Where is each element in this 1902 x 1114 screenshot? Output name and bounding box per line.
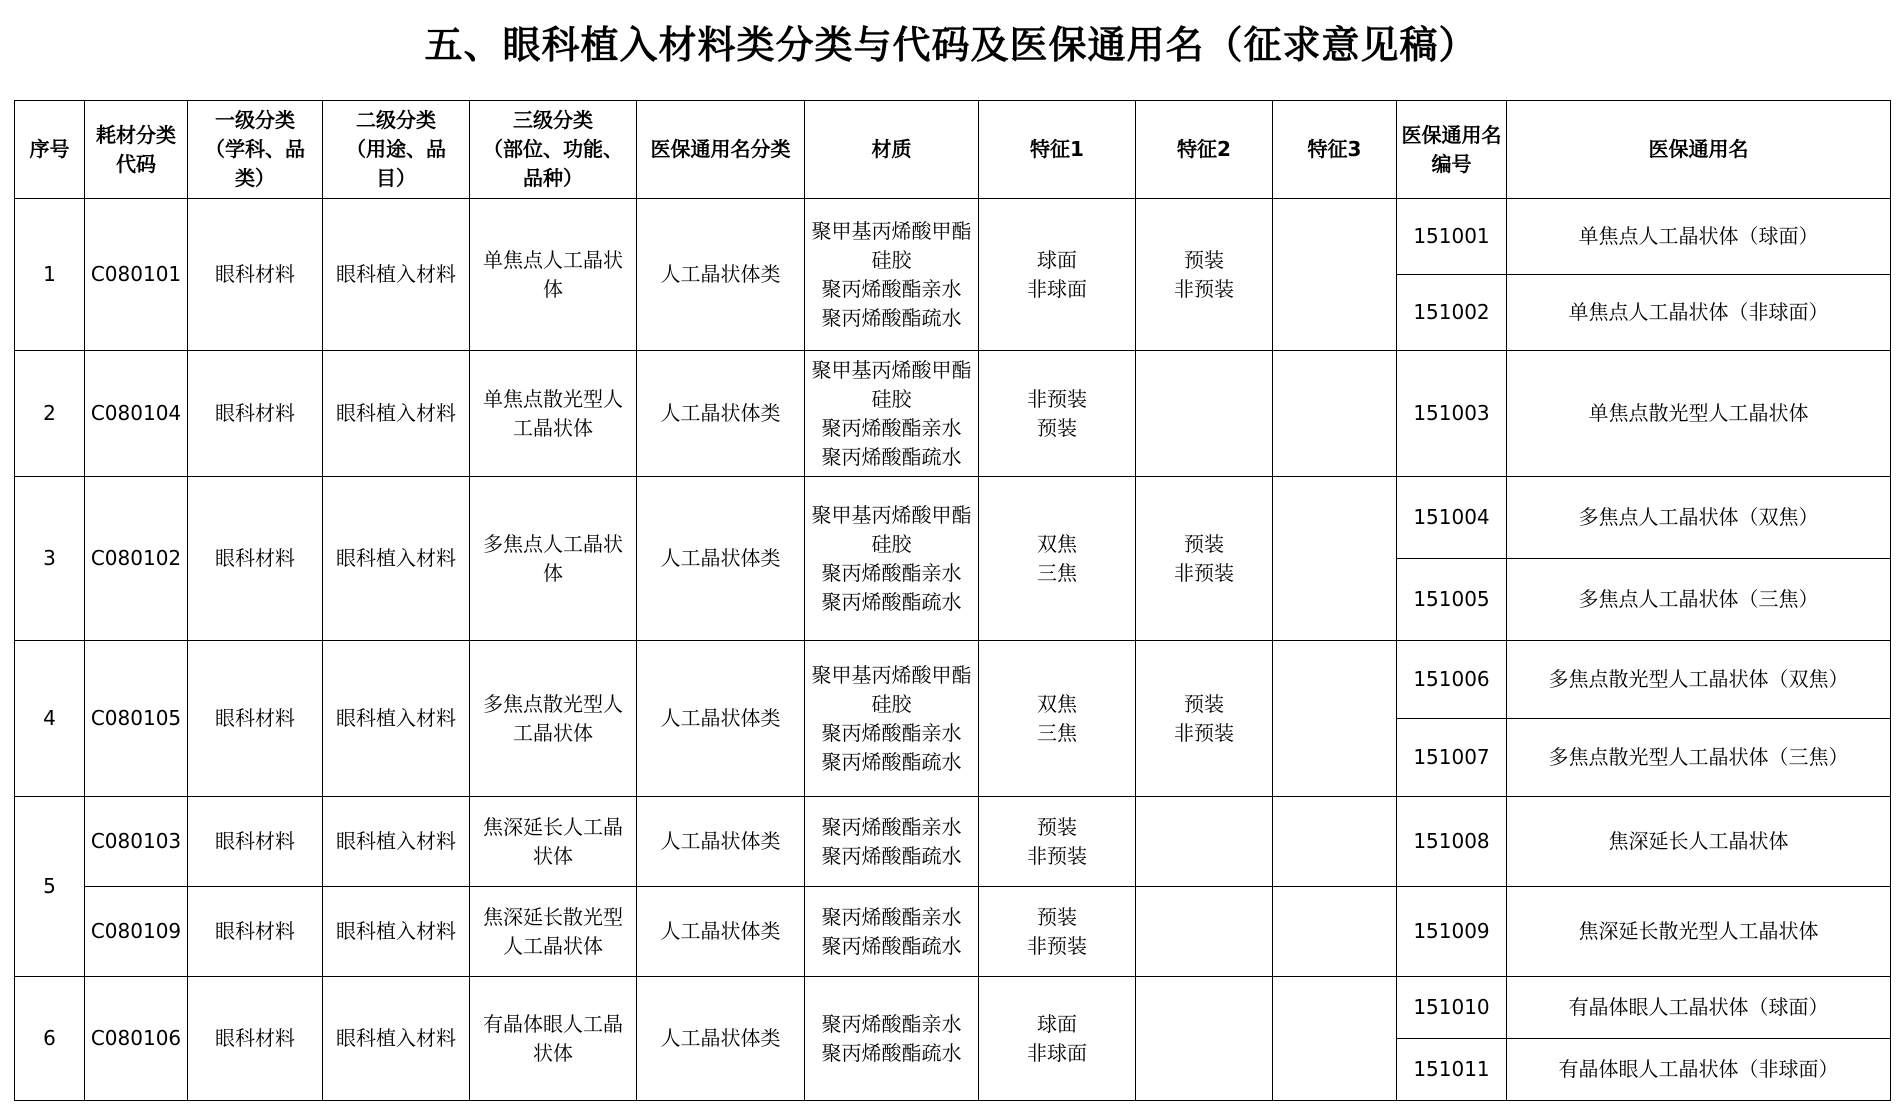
feature1-cell: 预装 非预装 bbox=[979, 887, 1136, 977]
level1-cell: 眼科材料 bbox=[188, 797, 323, 887]
code-cell: C080106 bbox=[85, 977, 188, 1101]
material-cell: 聚丙烯酸酯亲水 聚丙烯酸酯疏水 bbox=[805, 797, 979, 887]
name-cell: 单焦点人工晶状体（非球面） bbox=[1507, 275, 1891, 351]
level2-cell: 眼科植入材料 bbox=[323, 351, 470, 477]
level1-cell: 眼科材料 bbox=[188, 477, 323, 641]
code-cell: C080102 bbox=[85, 477, 188, 641]
header-material: 材质 bbox=[805, 101, 979, 199]
feature3-cell bbox=[1273, 351, 1397, 477]
name-cell: 焦深延长人工晶状体 bbox=[1507, 797, 1891, 887]
header-level2: 二级分类 （用途、品 目） bbox=[323, 101, 470, 199]
code-cell: C080105 bbox=[85, 641, 188, 797]
feature2-cell bbox=[1136, 887, 1273, 977]
material-cell: 聚丙烯酸酯亲水 聚丙烯酸酯疏水 bbox=[805, 887, 979, 977]
name-id-cell: 151001 bbox=[1397, 199, 1507, 275]
seq-cell: 3 bbox=[15, 477, 85, 641]
material-cell: 聚甲基丙烯酸甲酯 硅胶 聚丙烯酸酯亲水 聚丙烯酸酯疏水 bbox=[805, 641, 979, 797]
table-row bbox=[15, 641, 1891, 719]
code-cell: C080109 bbox=[85, 887, 188, 977]
name-id-cell: 151009 bbox=[1397, 887, 1507, 977]
category-cell: 人工晶状体类 bbox=[637, 977, 805, 1101]
feature2-cell bbox=[1136, 351, 1273, 477]
table-row bbox=[15, 477, 1891, 559]
seq-cell: 1 bbox=[15, 199, 85, 351]
header-feature2: 特征2 bbox=[1136, 101, 1273, 199]
table-row bbox=[15, 887, 1891, 977]
level2-cell: 眼科植入材料 bbox=[323, 977, 470, 1101]
code-cell: C080103 bbox=[85, 797, 188, 887]
header-seq: 序号 bbox=[15, 101, 85, 199]
feature2-cell: 预装 非预装 bbox=[1136, 477, 1273, 641]
header-feature1: 特征1 bbox=[979, 101, 1136, 199]
name-id-cell: 151003 bbox=[1397, 351, 1507, 477]
category-cell: 人工晶状体类 bbox=[637, 199, 805, 351]
table-row bbox=[15, 977, 1891, 1039]
level1-cell: 眼科材料 bbox=[188, 887, 323, 977]
material-cell: 聚丙烯酸酯亲水 聚丙烯酸酯疏水 bbox=[805, 977, 979, 1101]
name-id-cell: 151007 bbox=[1397, 719, 1507, 797]
table-row bbox=[15, 199, 1891, 275]
table-row bbox=[15, 797, 1891, 887]
level2-cell: 眼科植入材料 bbox=[323, 887, 470, 977]
feature1-cell: 球面 非球面 bbox=[979, 199, 1136, 351]
header-name: 医保通用名 bbox=[1507, 101, 1891, 199]
level2-cell: 眼科植入材料 bbox=[323, 797, 470, 887]
feature1-cell: 非预装 预装 bbox=[979, 351, 1136, 477]
level2-cell: 眼科植入材料 bbox=[323, 199, 470, 351]
classification-table bbox=[14, 100, 1891, 1101]
header-row bbox=[15, 101, 1891, 199]
feature3-cell bbox=[1273, 477, 1397, 641]
seq-cell: 2 bbox=[15, 351, 85, 477]
name-id-cell: 151011 bbox=[1397, 1039, 1507, 1101]
feature3-cell bbox=[1273, 641, 1397, 797]
category-cell: 人工晶状体类 bbox=[637, 477, 805, 641]
level1-cell: 眼科材料 bbox=[188, 641, 323, 797]
feature3-cell bbox=[1273, 199, 1397, 351]
table-row bbox=[15, 351, 1891, 477]
name-cell: 多焦点人工晶状体（双焦） bbox=[1507, 477, 1891, 559]
feature2-cell bbox=[1136, 977, 1273, 1101]
seq-cell: 4 bbox=[15, 641, 85, 797]
level3-cell: 多焦点人工晶状 体 bbox=[470, 477, 637, 641]
feature1-cell: 双焦 三焦 bbox=[979, 641, 1136, 797]
feature1-cell: 球面 非球面 bbox=[979, 977, 1136, 1101]
name-cell: 单焦点散光型人工晶状体 bbox=[1507, 351, 1891, 477]
feature2-cell bbox=[1136, 797, 1273, 887]
name-cell: 有晶体眼人工晶状体（非球面） bbox=[1507, 1039, 1891, 1101]
name-cell: 单焦点人工晶状体（球面） bbox=[1507, 199, 1891, 275]
material-cell: 聚甲基丙烯酸甲酯 硅胶 聚丙烯酸酯亲水 聚丙烯酸酯疏水 bbox=[805, 477, 979, 641]
header-level3: 三级分类 （部位、功能、 品种） bbox=[470, 101, 637, 199]
name-cell: 焦深延长散光型人工晶状体 bbox=[1507, 887, 1891, 977]
category-cell: 人工晶状体类 bbox=[637, 351, 805, 477]
name-id-cell: 151008 bbox=[1397, 797, 1507, 887]
level1-cell: 眼科材料 bbox=[188, 199, 323, 351]
page-title: 五、眼科植入材料类分类与代码及医保通用名（征求意见稿） bbox=[424, 22, 1478, 67]
level3-cell: 单焦点散光型人 工晶状体 bbox=[470, 351, 637, 477]
feature3-cell bbox=[1273, 977, 1397, 1101]
level3-cell: 有晶体眼人工晶 状体 bbox=[470, 977, 637, 1101]
name-id-cell: 151002 bbox=[1397, 275, 1507, 351]
category-cell: 人工晶状体类 bbox=[637, 641, 805, 797]
feature3-cell bbox=[1273, 797, 1397, 887]
level3-cell: 多焦点散光型人 工晶状体 bbox=[470, 641, 637, 797]
name-cell: 多焦点散光型人工晶状体（双焦） bbox=[1507, 641, 1891, 719]
code-cell: C080101 bbox=[85, 199, 188, 351]
category-cell: 人工晶状体类 bbox=[637, 797, 805, 887]
feature3-cell bbox=[1273, 887, 1397, 977]
header-category: 医保通用名分类 bbox=[637, 101, 805, 199]
level3-cell: 焦深延长散光型 人工晶状体 bbox=[470, 887, 637, 977]
feature1-cell: 预装 非预装 bbox=[979, 797, 1136, 887]
name-cell: 多焦点散光型人工晶状体（三焦） bbox=[1507, 719, 1891, 797]
code-cell: C080104 bbox=[85, 351, 188, 477]
level3-cell: 焦深延长人工晶 状体 bbox=[470, 797, 637, 887]
name-cell: 多焦点人工晶状体（三焦） bbox=[1507, 559, 1891, 641]
header-feature3: 特征3 bbox=[1273, 101, 1397, 199]
level3-cell: 单焦点人工晶状 体 bbox=[470, 199, 637, 351]
feature1-cell: 双焦 三焦 bbox=[979, 477, 1136, 641]
level1-cell: 眼科材料 bbox=[188, 351, 323, 477]
name-id-cell: 151006 bbox=[1397, 641, 1507, 719]
name-id-cell: 151005 bbox=[1397, 559, 1507, 641]
header-code: 耗材分类 代码 bbox=[85, 101, 188, 199]
category-cell: 人工晶状体类 bbox=[637, 887, 805, 977]
feature2-cell: 预装 非预装 bbox=[1136, 641, 1273, 797]
material-cell: 聚甲基丙烯酸甲酯 硅胶 聚丙烯酸酯亲水 聚丙烯酸酯疏水 bbox=[805, 351, 979, 477]
feature2-cell: 预装 非预装 bbox=[1136, 199, 1273, 351]
material-cell: 聚甲基丙烯酸甲酯 硅胶 聚丙烯酸酯亲水 聚丙烯酸酯疏水 bbox=[805, 199, 979, 351]
header-name-id: 医保通用名 编号 bbox=[1397, 101, 1507, 199]
name-cell: 有晶体眼人工晶状体（球面） bbox=[1507, 977, 1891, 1039]
level2-cell: 眼科植入材料 bbox=[323, 477, 470, 641]
name-id-cell: 151004 bbox=[1397, 477, 1507, 559]
header-level1: 一级分类 （学科、品 类） bbox=[188, 101, 323, 199]
seq-cell: 5 bbox=[15, 797, 85, 977]
seq-cell: 6 bbox=[15, 977, 85, 1101]
level1-cell: 眼科材料 bbox=[188, 977, 323, 1101]
level2-cell: 眼科植入材料 bbox=[323, 641, 470, 797]
name-id-cell: 151010 bbox=[1397, 977, 1507, 1039]
